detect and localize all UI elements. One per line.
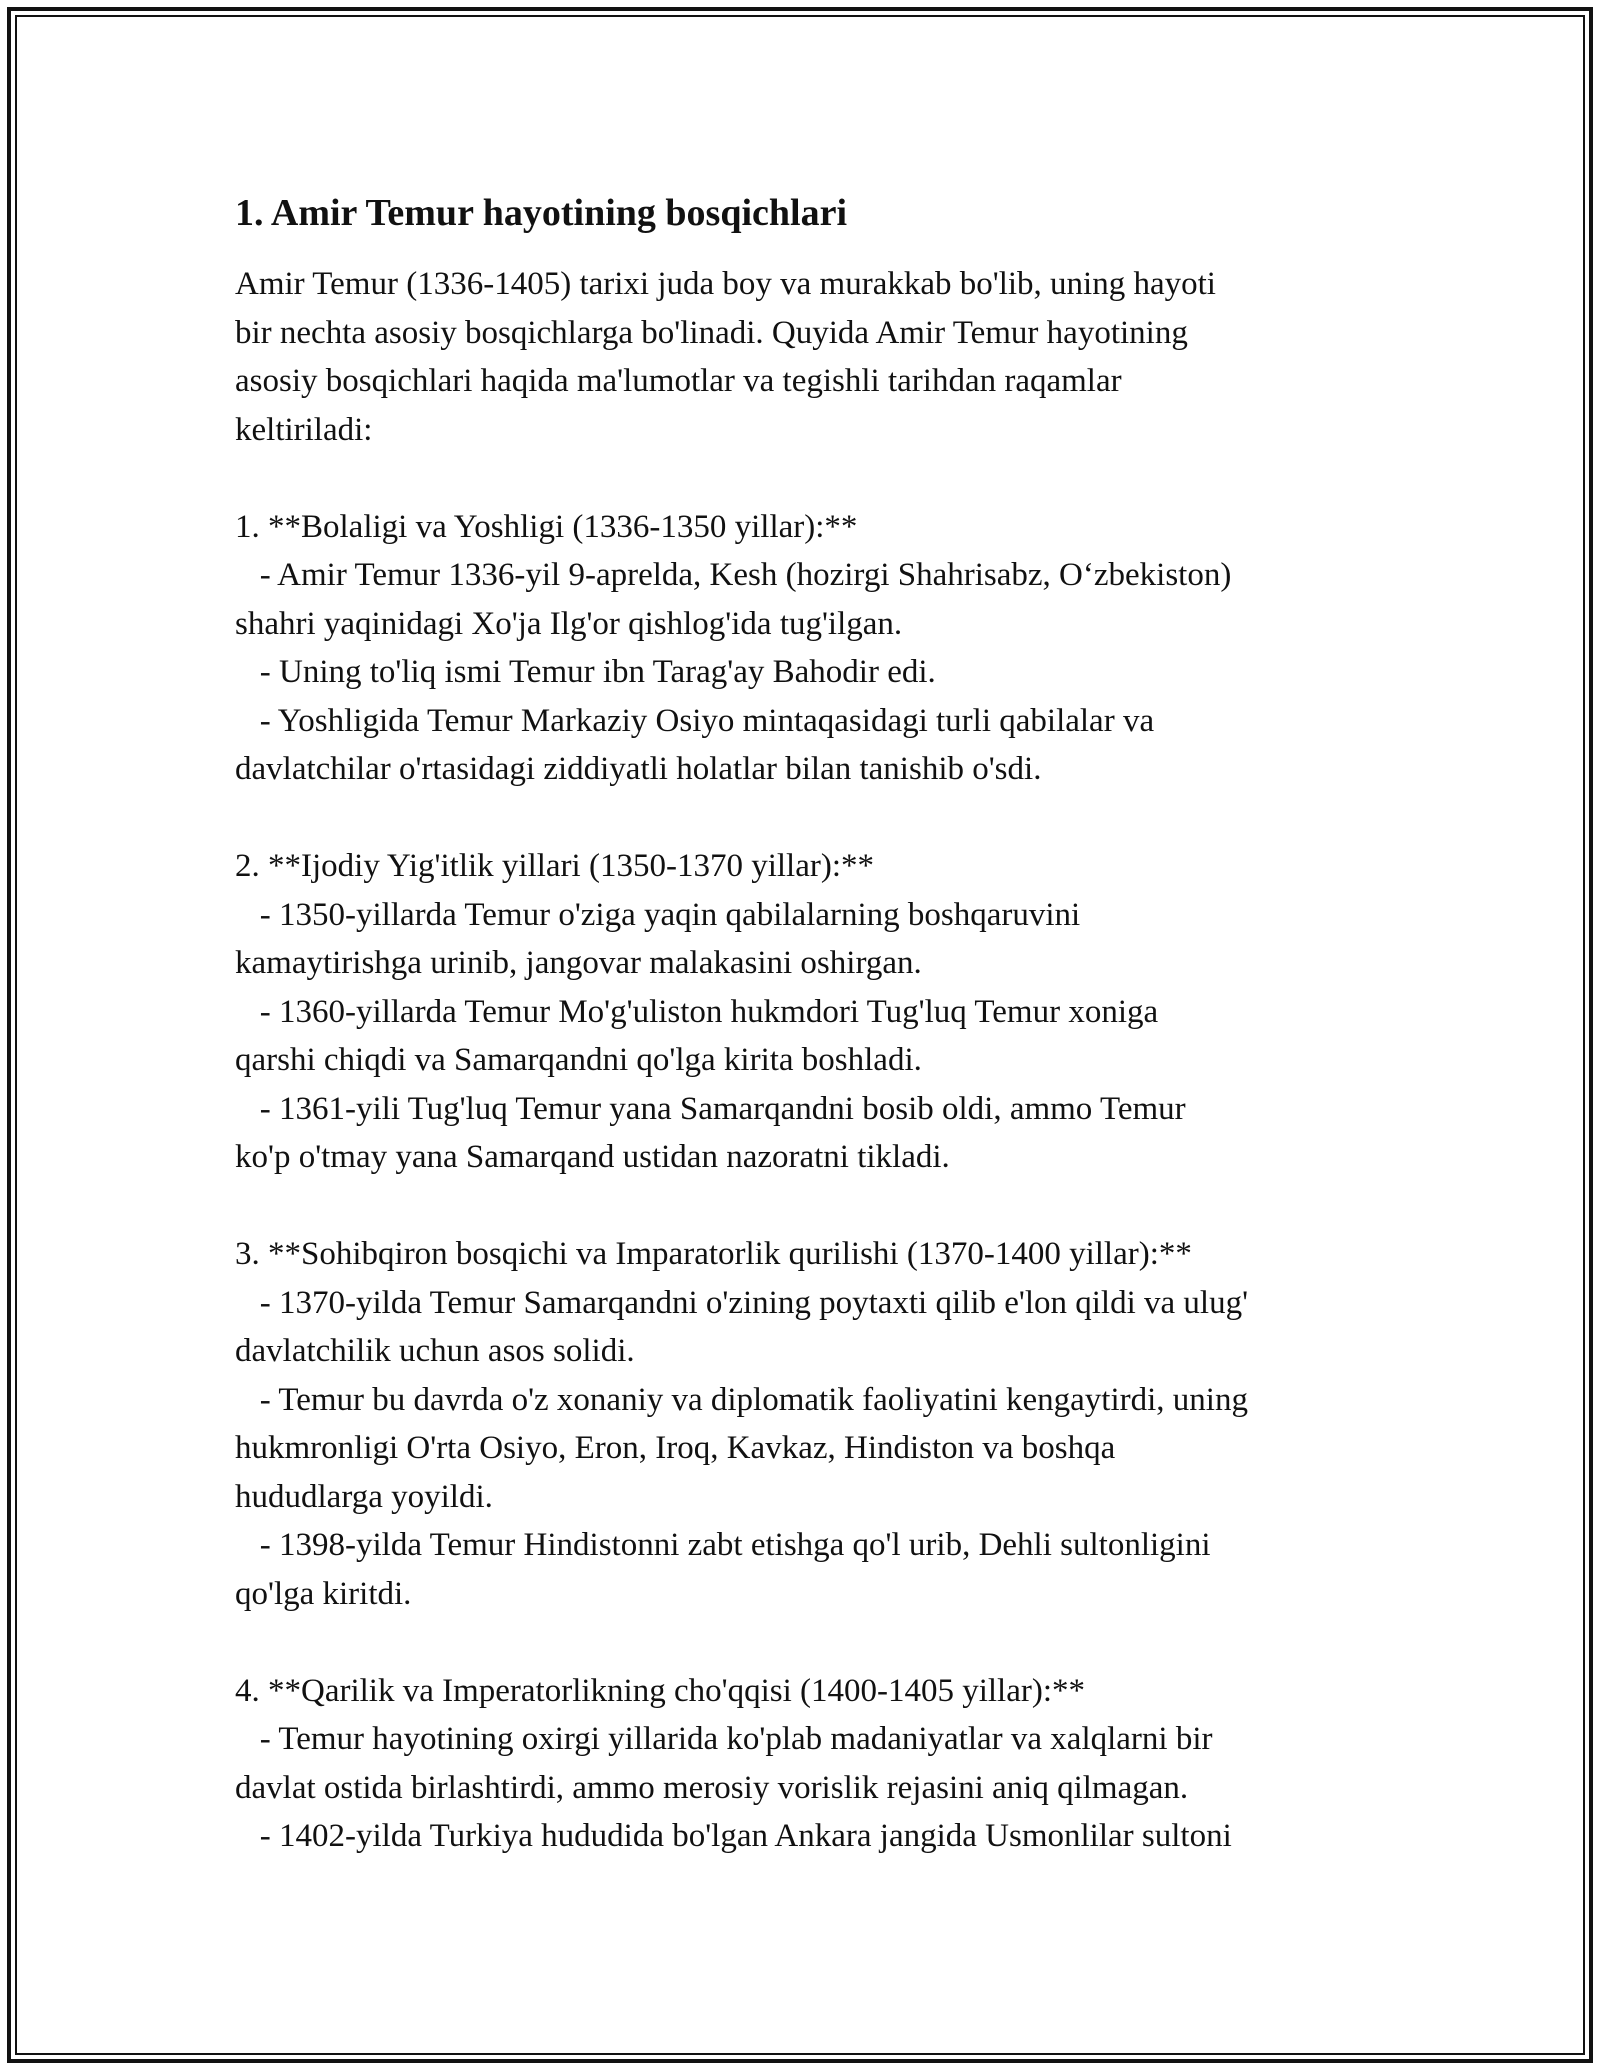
body-text: Amir Temur (1336-1405) tarixi juda boy va murakkab bo'lib, uning hayoti bir nechta asosiy bosqichlarga bo'linadi. Quyida Amir Temur hayotining asosiy bosqichlari haqida ma'lumotlar va tegishli tarihdan raqamlar keltiriladi: 1. **Bolaligi va Yoshligi (1336-1350 yillar):** - Amir Temur 1336-yil 9-aprelda, Kesh (hozirgi Shahrisabz, Oʻzbekiston) shahri yaqinidagi Xo'ja Ilg'or qishlog'ida tug'ilgan. - Uning to'liq ismi Temur ibn Tarag'ay Bahodir edi. - Yoshligida Temur Markaziy Osiyo mintaqasidagi turli qabilalar va davlatchilar o'rtasidagi ziddiyatli holatlar bilan tanishib o'sdi. 2. **Ijodiy Yig'itlik yillari (1350-1370 yillar):** - 1350-yillarda Temur o'ziga yaqin qabilalarning boshqaruvini kamaytirishga urinib, jangovar malakasini oshirgan. - 1360-yillarda Temur Mo'g'uliston hukmdori Tug'luq Temur xoniga qarshi chiqdi va Samarqandni qo'lga kirita boshladi. - 1361-yili Tug'luq Temur yana Samarqandni bosib oldi, ammo Temur ko'p o'tmay yana Samarqand ustidan nazoratni tikladi. 3. **Sohibqiron bosqichi va Imparatorlik qurilishi (1370-1400 yillar):** - 1370-yilda Temur Samarqandni o'zining poytaxti qilib e'lon qildi va ulug' davlatchilik uchun asos solidi. - Temur bu davrda o'z xonaniy va diplomatik faoliyatini kengaytirdi, uning hukmronligi O'rta Osiyo, Eron, Iroq, Kavkaz, Hindiston va boshqa hududlarga yoyildi. - 1398-yilda Temur Hindistonni zabt etishga qo'l urib, Dehli sultonligini qo'lga kiritdi. 4. **Qarilik va Imperatorlikning cho'qqisi (1400-1405 yillar):** - Temur hayotining oxirgi yillarida ko'plab madaniyatlar va xalqlarni bir davlat ostida birlashtirdi, ammo merosiy vorislik rejasini aniq qilmagan. - 1402-yilda Turkiya hududida bo'lgan Ankara jangida Usmonlilar sultoni	[235, 266, 1249, 1854]
document-content	[235, 188, 1370, 1861]
section-heading: 1. Amir Temur hayotining bosqichlari	[235, 192, 848, 234]
